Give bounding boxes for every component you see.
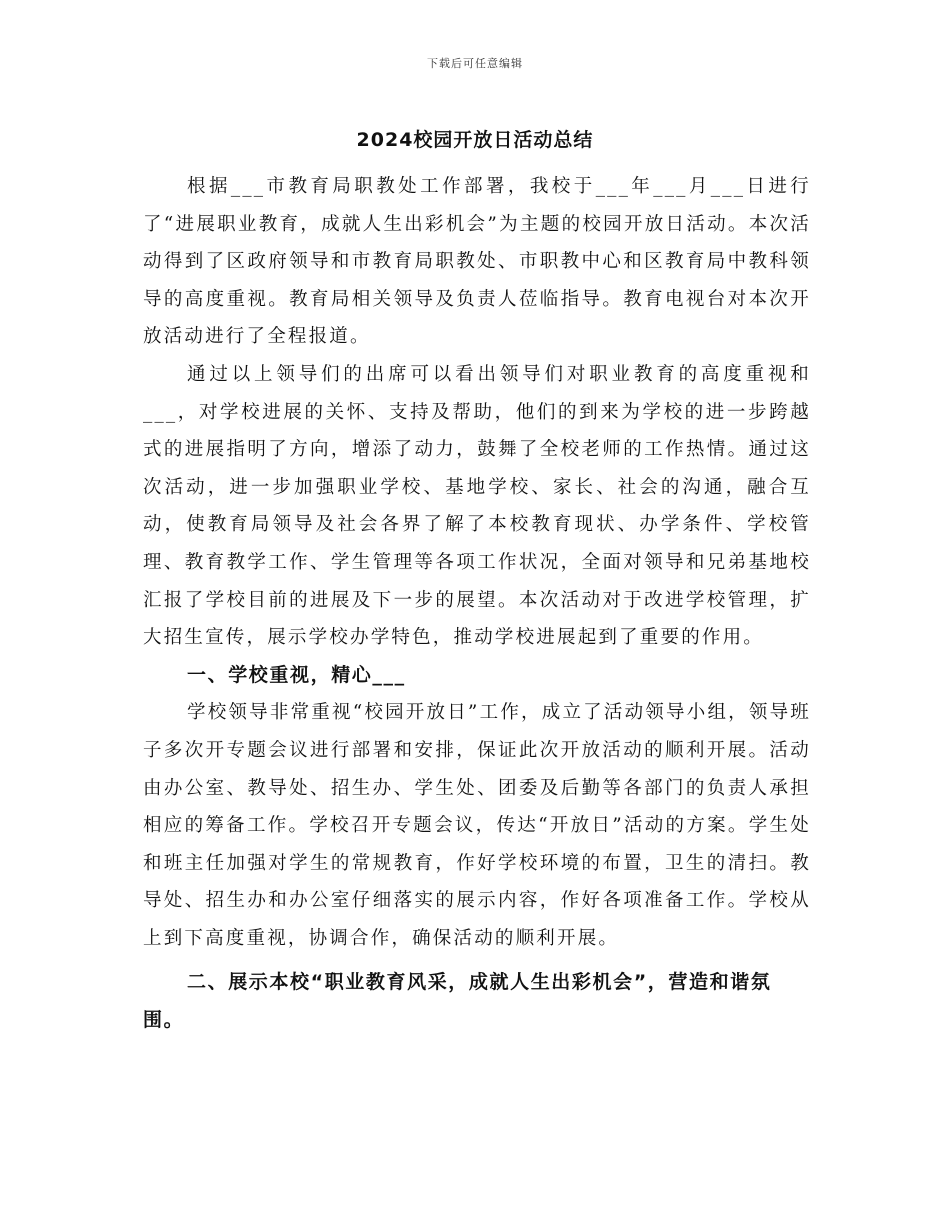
section-1-paragraph: 学校领导非常重视“校园开放日”工作，成立了活动领导小组，领导班子多次开专题会议进行部署和安排，保证此次开放活动的顺利开展。活动由办公室、教导处、招生办、学生处、团委及后勤等各部门的负责人承担相应的筹备工作。学校召开专题会议，传达“开放日”活动的方案。学生处和班主任加强对学生的常规教育，作好学校环境的布置，卫生的清扫。教导处、招生办和办公室仔细落实的展示内容，作好各项准备工作。学校从上到下高度重视，协调合作，确保活动的顺利开展。 [143, 702, 811, 949]
document-body [143, 168, 811, 1039]
document-title: 2024校园开放日活动总结 [356, 129, 594, 151]
section-2-heading: 二、展示本校“职业教育风采，成就人生出彩机会”，营造和谐氛围。 [143, 971, 772, 1032]
intro-paragraph: 根据___市教育局职教处工作部署，我校于___年___月___日进行了“进展职业教育，成就人生出彩机会”为主题的校园开放日活动。本次活动得到了区政府领导和市教育局职教处、市职教中心和区教育局中教科领导的高度重视。教育局相关领导及负责人莅临指导。教育电视台对本次开放活动进行了全程报道。 [143, 176, 811, 348]
section-1-heading: 一、学校重视，精心___ [187, 663, 406, 686]
page-header-note: 下载后可任意编辑 [427, 57, 523, 70]
summary-paragraph: 通过以上领导们的出席可以看出领导们对职业教育的高度重视和___，对学校进展的关怀、支持及帮助，他们的到来为学校的进一步跨越式的进展指明了方向，增添了动力，鼓舞了全校老师的工作热情。通过这次活动，进一步加强职业学校、基地学校、家长、社会的沟通，融合互动，使教育局领导及社会各界了解了本校教育现状、办学条件、学校管理、教育教学工作、学生管理等各项工作状况，全面对领导和兄弟基地校汇报了学校目前的进展及下一步的展望。本次活动对于改进学校管理，扩大招生宣传，展示学校办学特色，推动学校进展起到了重要的作用。 [143, 363, 811, 649]
